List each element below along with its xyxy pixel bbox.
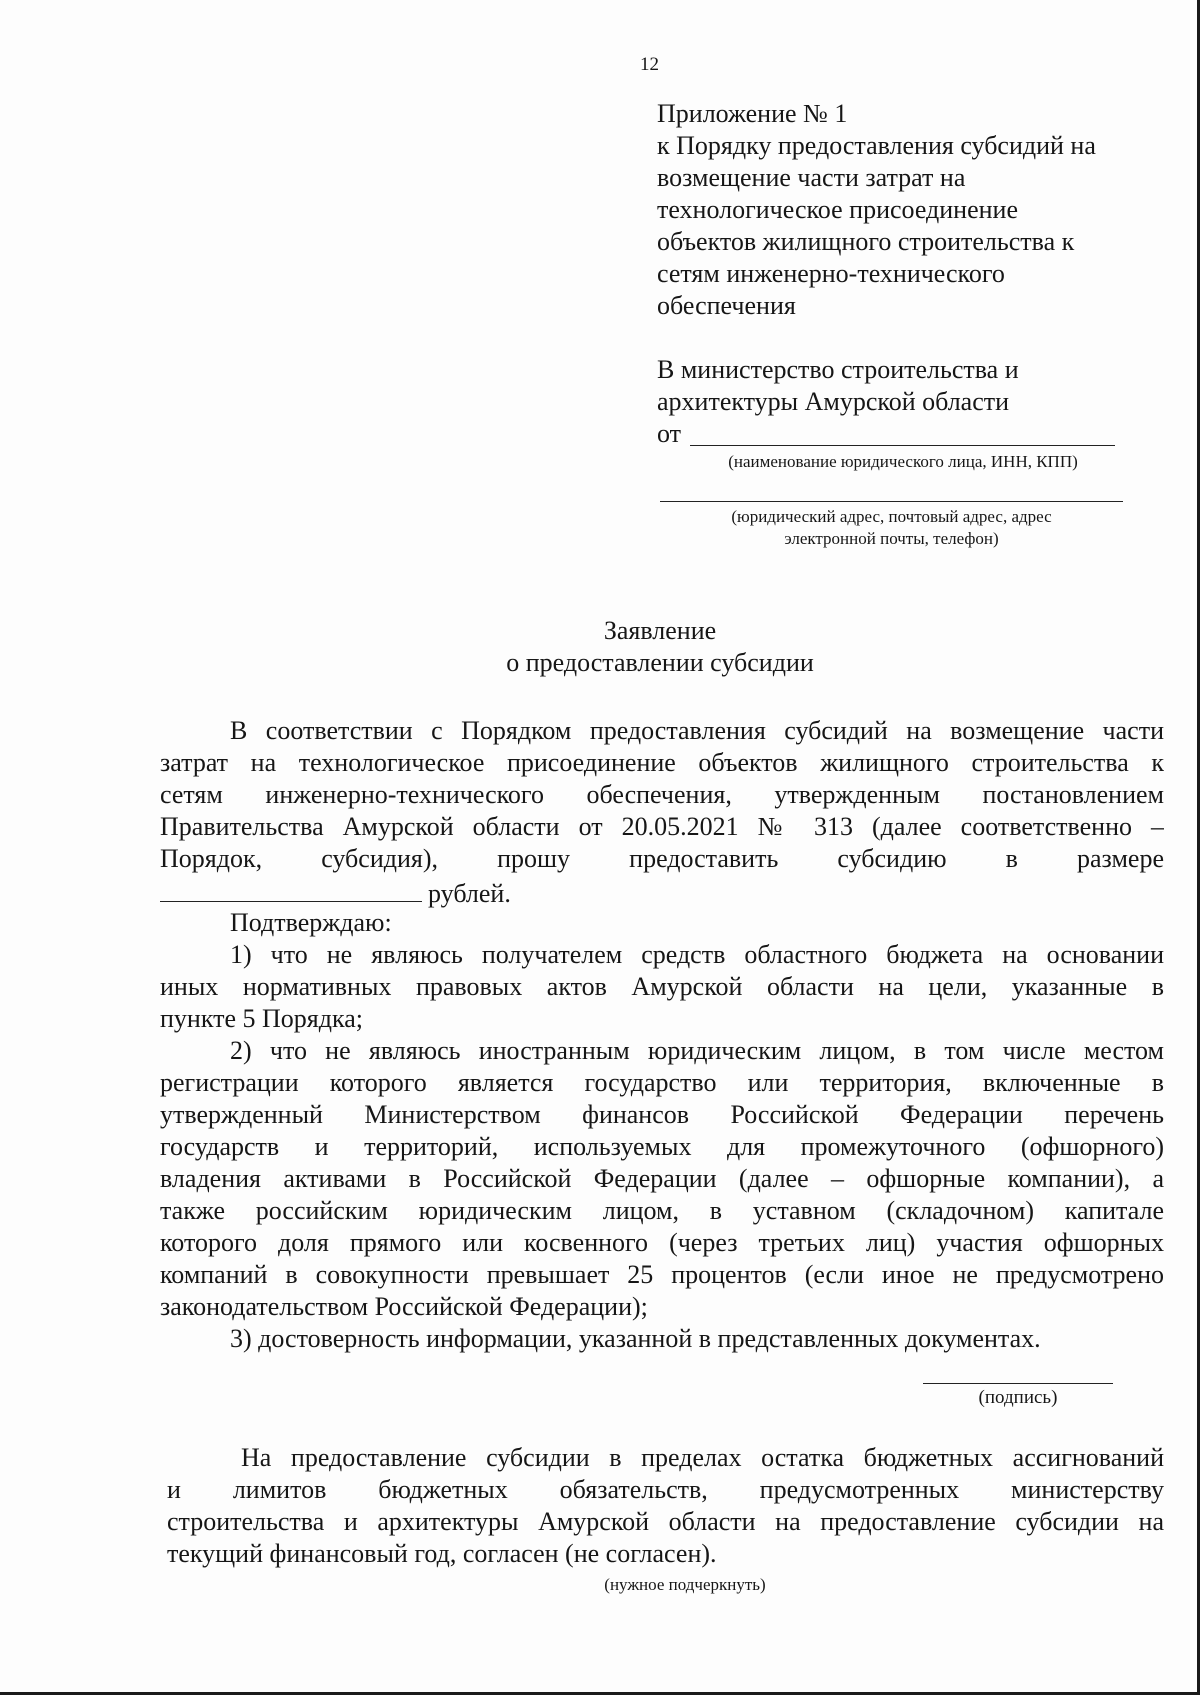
item-2-line: 2) что не являюсь иностранным юридическим лицом, в том числе местом [230,1036,1164,1065]
annex-line: обеспечения [657,291,796,320]
subsidy-amount-field[interactable] [160,875,422,902]
addressee-block [657,354,1177,418]
body-line: затрат на технологическое присоединение объектов жилищного строительства к [160,748,1164,777]
address-caption [660,506,1123,550]
body-line: сетям инженерно-технического обеспечения, утвержденным постановлением [160,780,1164,809]
annex-line: Приложение № 1 [657,99,848,128]
annex-header [657,98,1177,322]
address-caption-line: (юридический адрес, почтовый адрес, адрес [731,507,1052,526]
consent-line: текущий финансовый год, согласен (не согласен). [167,1539,717,1568]
consent-line: и лимитов бюджетных обязательств, предусмотренных министерству [167,1475,1164,1504]
item-2-line: утвержденный Министерством финансов Российской Федерации перечень [160,1100,1164,1129]
page-number: 12 [640,54,659,75]
applicant-name-field[interactable] [690,445,1115,446]
annex-line: возмещение части затрат на [657,163,966,192]
consent-line: строительства и архитектуры Амурской области на предоставление субсидии на [167,1507,1164,1536]
body-line: В соответствии с Порядком предоставления субсидий на возмещение части [230,716,1164,745]
annex-line: объектов жилищного строительства к [657,227,1075,256]
annex-line: сетям инженерно-технического [657,259,1005,288]
from-label: от [657,419,682,448]
item-1-line: 1) что не являюсь получателем средств областного бюджета на основании [230,940,1164,969]
signature-field[interactable] [923,1383,1113,1384]
addressee-line: В министерство строительства и [657,355,1019,384]
item-2-line: регистрации которого является государство или территория, включенные в [160,1068,1164,1097]
item-2-line: государств и территорий, используемых для промежуточного (офшорного) [160,1132,1164,1161]
signature-caption: (подпись) [978,1387,1058,1408]
body-line: Правительства Амурской области от 20.05.2021 № 313 (далее соответственно – [160,812,1164,841]
body-line: Порядок, субсидия), прошу предоставить субсидию в размере [160,844,1164,873]
applicant-address-field[interactable] [660,501,1123,502]
entity-caption: (наименование юридического лица, ИНН, КПП) [728,452,1078,471]
item-2-line: владения активами в Российской Федерации (далее – офшорные компании), а [160,1164,1164,1193]
item-1-line: иных нормативных правовых актов Амурской области на цели, указанные в [160,972,1164,1001]
title-line: о предоставлении субсидии [506,648,814,677]
item-2-line: компаний в совокупности превышает 25 процентов (если иное не предусмотрено [160,1260,1164,1289]
consent-line: На предоставление субсидии в пределах остатка бюджетных ассигнований [241,1443,1164,1472]
annex-line: к Порядку предоставления субсидий на [657,131,1096,160]
document-title [0,615,1200,679]
item-1-line: пункте 5 Порядка; [160,1004,363,1033]
item-2-line: законодательством Российской Федерации); [160,1292,648,1321]
address-caption-line: электронной почты, телефон) [784,529,999,548]
consent-block [167,1442,1164,1570]
item-3-line: 3) достоверность информации, указанной в представленных документах. [230,1324,1041,1353]
confirm-label: Подтверждаю: [230,908,392,937]
annex-line: технологическое присоединение [657,195,1019,224]
underline-caption: (нужное подчеркнуть) [604,1575,766,1594]
addressee-line: архитектуры Амурской области [657,387,1010,416]
item-2-line: также российским юридическим лицом, в уставном (складочном) капитале [160,1196,1164,1225]
rubles-label: рублей. [428,879,511,908]
application-body [160,715,1164,1355]
title-line: Заявление [603,616,717,645]
item-2-line: которого доля прямого или косвенного (через третьих лиц) участия офшорных [160,1228,1164,1257]
amount-row [160,875,1164,907]
